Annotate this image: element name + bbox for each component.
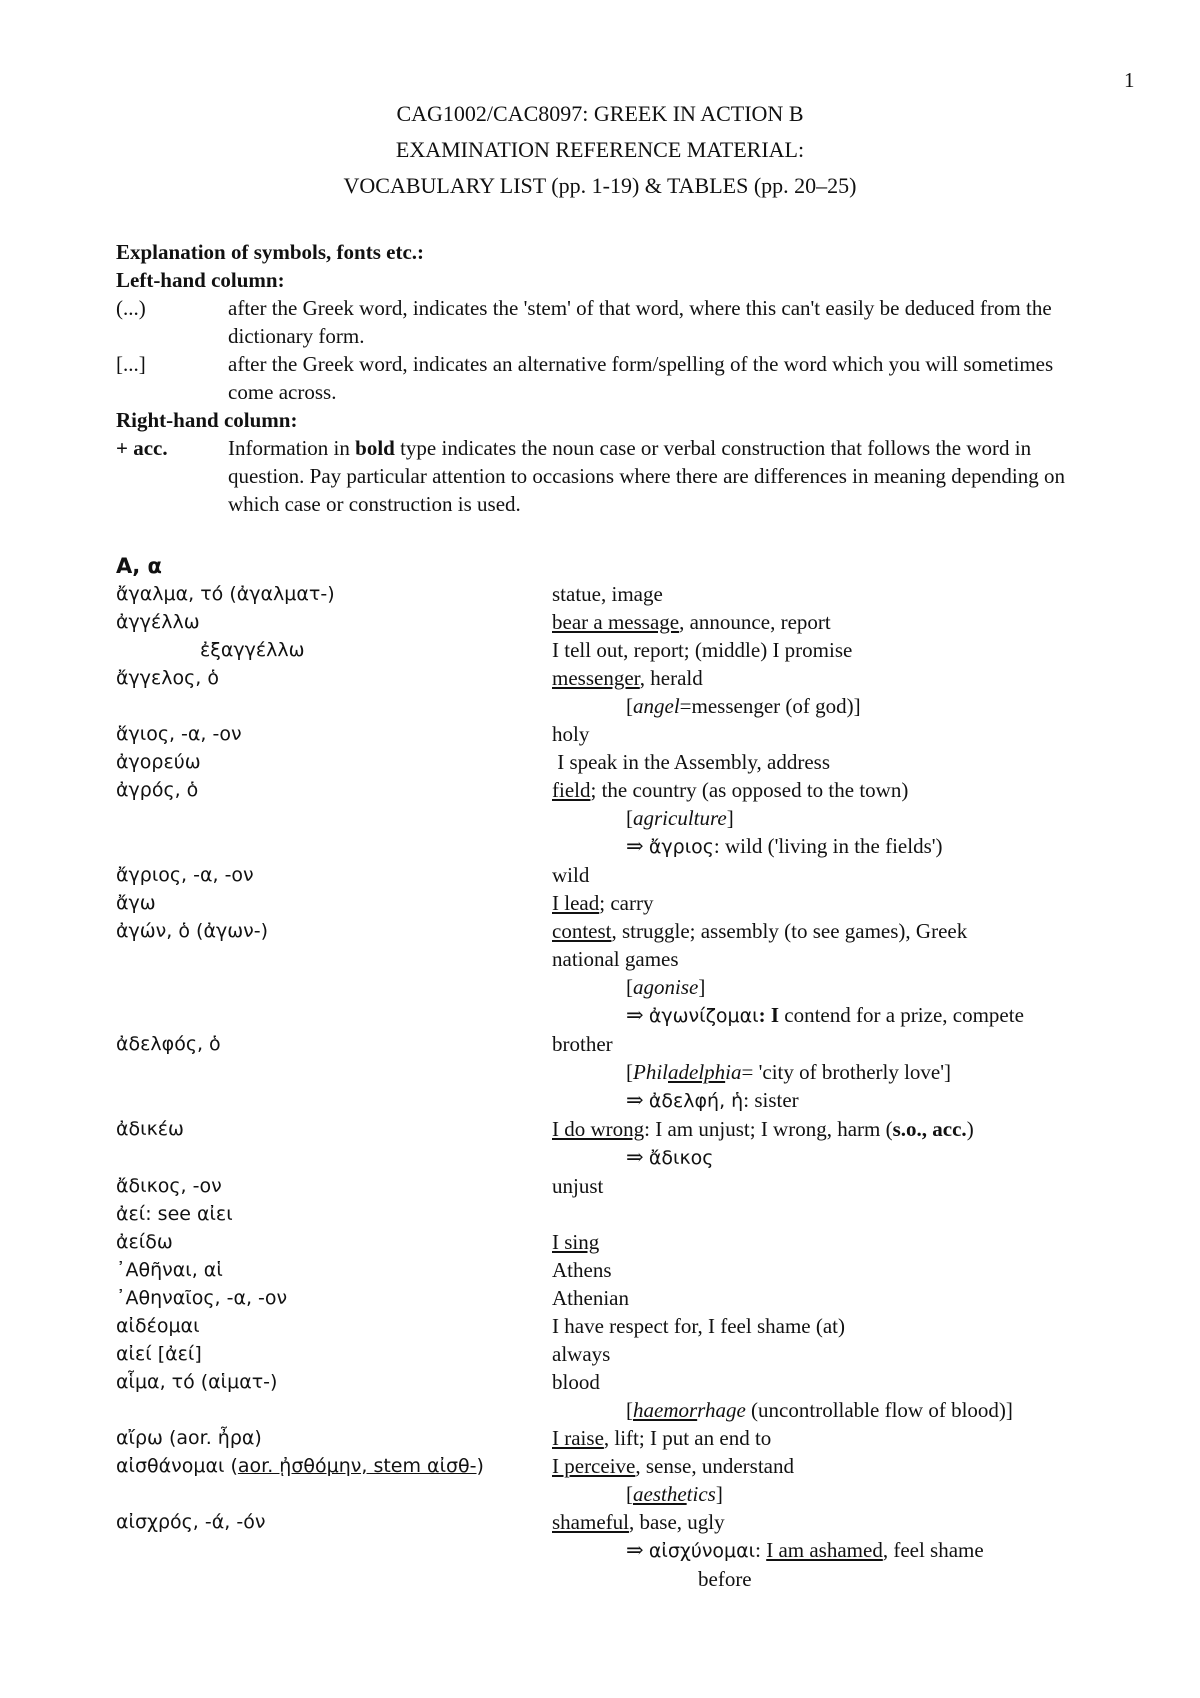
letter-heading: Α, α: [116, 554, 162, 578]
vocab-entry: [116, 1228, 1116, 1256]
key-meaning: I perceive: [552, 1454, 636, 1478]
symbol-row-alt: [116, 350, 1116, 406]
english-meaning: statue, image: [552, 582, 663, 606]
greek-word: ἀγρός, ὁ: [116, 779, 199, 801]
derivative-note: [Philadelphia= 'city of brotherly love']: [626, 1060, 952, 1084]
greek-word: ᾿Αθηναῖος, -α, -ον: [116, 1287, 288, 1309]
key-meaning: bear a message: [552, 610, 680, 634]
key-meaning: contest: [552, 919, 612, 943]
symbol-stem: (...): [116, 296, 146, 320]
meaning-rest: , announce, report: [679, 610, 831, 634]
arrow-icon: ⇒: [626, 1145, 649, 1169]
explanation-heading: Explanation of symbols, fonts etc.:: [116, 240, 425, 264]
meaning-rest: ; the country (as opposed to the town): [590, 778, 909, 802]
case-desc-before: Information in: [228, 436, 356, 460]
case-desc-bold: bold: [355, 436, 395, 460]
vocab-continuation: [116, 945, 1116, 973]
greek-word: ἄγριος, -α, -ον: [116, 864, 254, 886]
meaning-rest: ; carry: [599, 891, 654, 915]
english-meaning: [552, 608, 1112, 636]
greek-word: αἰσθάνομαι (aor. ᾐσθόμην, stem αἰσθ-): [116, 1455, 484, 1477]
english-meaning: [552, 664, 1112, 692]
symbol-case: + acc.: [116, 436, 168, 460]
vocab-related: [116, 1001, 1116, 1030]
symbol-alt-desc: after the Greek word, indicates an alternative form/spelling of the word which you will sometimes come across.: [228, 352, 1054, 404]
vocab-continuation: [116, 1565, 1116, 1593]
vocab-note: [116, 1058, 1116, 1086]
related-greek-word: ἄδικος: [648, 1147, 714, 1169]
english-meaning: [552, 1508, 1112, 1536]
english-meaning: [552, 1228, 1112, 1256]
english-meaning: I have respect for, I feel shame (at): [552, 1314, 845, 1338]
vocab-entry: [116, 636, 1116, 664]
english-meaning: I do wrong: I am unjust; I wrong, harm (s.o., acc.): [552, 1117, 974, 1141]
vocab-entry: [116, 1312, 1116, 1340]
related-word-note: ⇒ ἀγωνίζομαι: I contend for a prize, compete: [626, 1003, 1024, 1027]
related-greek-word: ἄγριος: [648, 836, 714, 858]
vocab-entry: [116, 776, 1116, 804]
greek-word: αἴρω (aor. ἦρα): [116, 1427, 262, 1449]
english-meaning: always: [552, 1342, 611, 1366]
related-greek-word: ἀγωνίζομαι: [648, 1005, 759, 1027]
derivative-note: [agonise]: [626, 975, 706, 999]
vocab-entry: [116, 1256, 1116, 1284]
arrow-icon: ⇒: [626, 1538, 649, 1562]
vocab-note: [116, 692, 1116, 720]
derivative-word: agriculture: [633, 806, 727, 830]
derivative-note: [haemorrhage (uncontrollable flow of blood)]: [626, 1398, 1013, 1422]
related-word-note: ⇒ αἰσχύνομαι: I am ashamed, feel shame: [626, 1538, 984, 1562]
greek-word: ἀγγέλλω: [116, 611, 200, 633]
vocab-entry: [116, 1368, 1116, 1396]
vocab-entry: [116, 861, 1116, 889]
symbol-row-case: [116, 434, 1116, 518]
symbol-row-stem: [116, 294, 1116, 350]
right-column-heading: Right-hand column:: [116, 408, 298, 432]
greek-word: αἷμα, τό (αἱματ-): [116, 1371, 278, 1393]
title-block: [0, 96, 1200, 204]
greek-word: ἀγορεύω: [116, 751, 201, 773]
english-meaning: Athenian: [552, 1286, 629, 1310]
title-line-material: EXAMINATION REFERENCE MATERIAL:: [395, 137, 805, 162]
title-line-course: CAG1002/CAC8097: GREEK IN ACTION B: [396, 101, 804, 126]
page-number: 1: [1124, 68, 1135, 92]
vocab-entry: [116, 608, 1116, 636]
stem-info: aor. ᾐσθόμην, stem αἰσθ-: [237, 1455, 477, 1477]
vocab-entry: [116, 917, 1116, 945]
case-desc-after: type indicates the noun case or verbal construction that follows the word in question. Pay particular attention to occasions where there are differences in meaning depending on which case or construction is used.: [228, 436, 1065, 516]
related-greek-word: ἀδελφή, ἡ: [648, 1090, 744, 1112]
key-meaning: field: [552, 778, 591, 802]
derivative-note: [aesthetics]: [626, 1482, 723, 1506]
symbol-alt: [...]: [116, 352, 146, 376]
greek-word: ἀεί: see αἰει: [116, 1203, 233, 1225]
vocab-entry: [116, 1115, 1116, 1143]
explanation-section: [116, 238, 1116, 518]
key-meaning: I raise: [552, 1426, 604, 1450]
derivative-word: agonise: [633, 975, 699, 999]
vocab-related: [116, 1536, 1116, 1565]
greek-word: ἐξαγγέλλω: [200, 639, 305, 661]
derivative-note: [angel=messenger (of god)]: [626, 694, 861, 718]
left-column-heading: Left-hand column:: [116, 268, 285, 292]
english-meaning: Athens: [552, 1258, 612, 1282]
meaning-continuation: national games: [552, 947, 679, 971]
key-meaning: I sing: [552, 1230, 600, 1254]
symbol-stem-desc: after the Greek word, indicates the 'stem' of that word, where this can't easily be deduced from the dictionary form.: [228, 296, 1052, 348]
key-meaning: shameful: [552, 1510, 629, 1534]
english-meaning: unjust: [552, 1174, 604, 1198]
english-meaning: holy: [552, 722, 590, 746]
vocab-note: [116, 1480, 1116, 1508]
greek-word: ἄγαλμα, τό (ἀγαλματ-): [116, 583, 335, 605]
related-word-note: ⇒ ἀδελφή, ἡ: sister: [626, 1088, 799, 1112]
vocab-entry: [116, 1172, 1116, 1200]
vocab-note: [116, 973, 1116, 1001]
meaning-rest: , sense, understand: [635, 1454, 794, 1478]
key-meaning: I lead: [552, 891, 600, 915]
greek-word: ἄγω: [116, 892, 156, 914]
arrow-icon: ⇒: [626, 1088, 649, 1112]
greek-word: ἅγιος, -α, -ον: [116, 723, 242, 745]
arrow-icon: ⇒: [626, 1003, 649, 1027]
english-meaning: I speak in the Assembly, address: [552, 750, 831, 774]
vocab-related: [116, 832, 1116, 861]
english-meaning: [552, 1200, 1112, 1228]
english-meaning: blood: [552, 1370, 600, 1394]
greek-word: ἀγών, ὁ (ἀγων-): [116, 920, 269, 942]
derivative-root: haemor: [633, 1398, 698, 1422]
vocab-entry: [116, 1452, 1116, 1480]
key-meaning: I am ashamed: [766, 1538, 883, 1562]
vocab-entry: [116, 1030, 1116, 1058]
english-meaning: [552, 776, 1112, 804]
greek-word: αἰδέομαι: [116, 1315, 200, 1337]
vocab-entry: [116, 1508, 1116, 1536]
vocab-note: [116, 804, 1116, 832]
english-meaning: wild: [552, 863, 590, 887]
vocab-entry: [116, 1200, 1116, 1228]
related-word-note: ⇒ ἄγριος: wild ('living in the fields'): [626, 834, 943, 858]
meaning-rest: , herald: [639, 666, 703, 690]
derivative-root: adelph: [668, 1060, 726, 1084]
derivative-root: aesthe: [633, 1482, 687, 1506]
greek-word: ἀείδω: [116, 1231, 173, 1253]
vocab-entry: [116, 1424, 1116, 1452]
vocab-entry: [116, 748, 1116, 776]
vocab-entry: [116, 1340, 1116, 1368]
vocab-entry: [116, 720, 1116, 748]
key-meaning: messenger: [552, 666, 640, 690]
english-meaning: brother: [552, 1032, 613, 1056]
english-meaning: [552, 917, 1112, 945]
vocab-entry: [116, 1284, 1116, 1312]
english-meaning: [552, 1424, 1112, 1452]
vocab-entry: [116, 664, 1116, 692]
title-line-contents: VOCABULARY LIST (pp. 1-19) & TABLES (pp. 20–25): [343, 173, 857, 198]
derivative-note: [agriculture]: [626, 806, 734, 830]
greek-word: αἰεί [ἀεί]: [116, 1343, 202, 1365]
english-meaning: I tell out, report; (middle) I promise: [552, 638, 853, 662]
english-meaning: [552, 1452, 1112, 1480]
symbol-case-desc: [228, 434, 1088, 518]
meaning-rest: , base, ugly: [628, 1510, 725, 1534]
greek-word: ἄγγελος, ὁ: [116, 667, 220, 689]
vocab-entry: [116, 889, 1116, 917]
greek-word: ᾿Αθῆναι, αἱ: [116, 1259, 223, 1281]
derivative-word: angel: [633, 694, 680, 718]
vocab-entry: [116, 580, 1116, 608]
vocab-related: [116, 1143, 1116, 1172]
meaning-rest: , lift; I put an end to: [603, 1426, 772, 1450]
meaning-rest: , struggle; assembly (to see games), Greek: [611, 919, 968, 943]
key-meaning: I do wrong: [552, 1117, 645, 1141]
related-greek-word: αἰσχύνομαι: [648, 1540, 756, 1562]
meaning-rest: : I am unjust; I wrong, harm (: [644, 1117, 893, 1141]
vocab-related: [116, 1086, 1116, 1115]
arrow-icon: ⇒: [626, 834, 649, 858]
vocab-note: [116, 1396, 1116, 1424]
related-word-note: [552, 1143, 1112, 1172]
meaning-continuation: before: [698, 1567, 752, 1591]
english-meaning: [552, 889, 1112, 917]
greek-word: ἀδελφός, ὁ: [116, 1033, 221, 1055]
vocabulary-list: [116, 552, 1116, 1593]
greek-word: ἀδικέω: [116, 1118, 184, 1140]
greek-word: αἰσχρός, -ά, -όν: [116, 1511, 266, 1533]
greek-word: ἄδικος, -ον: [116, 1175, 222, 1197]
